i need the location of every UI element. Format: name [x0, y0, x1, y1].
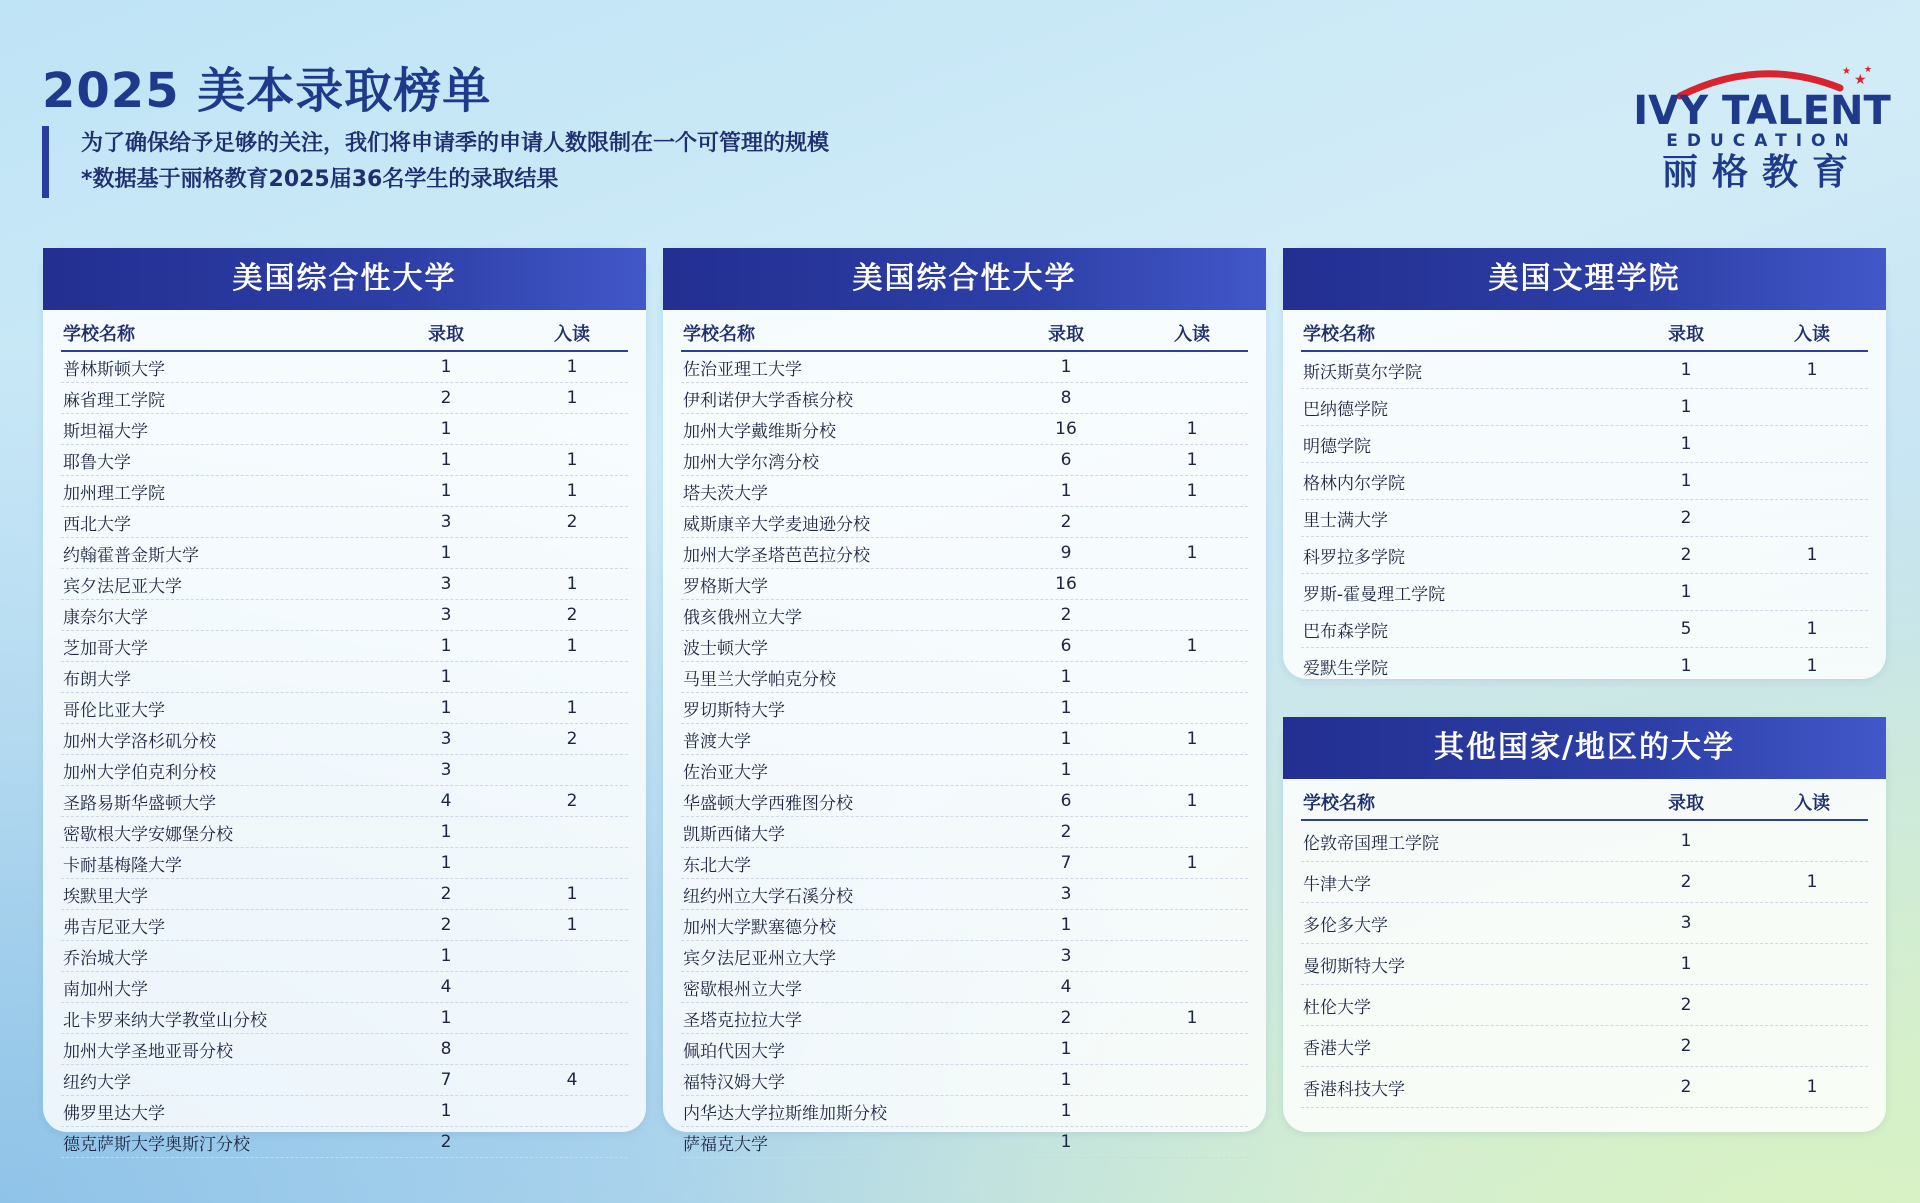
admitted-count: 1	[440, 822, 452, 842]
table-row	[681, 1096, 1248, 1127]
table-row	[681, 352, 1248, 383]
school-name: 康奈尔大学	[63, 607, 148, 628]
table-row	[681, 600, 1248, 631]
table-row	[1301, 648, 1868, 685]
admitted-count: 1	[1060, 760, 1072, 780]
table-row	[61, 1034, 628, 1065]
enrolled-count: 1	[1186, 791, 1198, 811]
table-row	[681, 910, 1248, 941]
admitted-count: 3	[440, 512, 452, 532]
table-row	[681, 879, 1248, 910]
enrolled-count: 1	[1186, 1008, 1198, 1028]
admitted-count: 2	[1060, 822, 1072, 842]
table-row	[1301, 463, 1868, 500]
school-name: 科罗拉多学院	[1303, 547, 1405, 568]
panel-title: 美国综合性大学	[43, 248, 646, 310]
school-name: 香港大学	[1303, 1038, 1371, 1059]
admitted-count: 2	[1060, 1008, 1072, 1028]
admitted-count: 1	[1060, 1132, 1072, 1152]
subtitle-line-2: *数据基于丽格教育2025届36名学生的录取结果	[81, 167, 559, 192]
school-table	[61, 316, 628, 1158]
table-row	[1301, 352, 1868, 389]
ivy-talent-logo	[1633, 62, 1891, 193]
table-row	[61, 1127, 628, 1158]
admitted-count: 1	[440, 357, 452, 377]
table-row	[681, 848, 1248, 879]
col-header-name: 学校名称	[683, 324, 755, 345]
col-header-enrolled: 入读	[1794, 324, 1830, 345]
table-row	[681, 724, 1248, 755]
admitted-count: 8	[440, 1039, 452, 1059]
table-header	[61, 316, 628, 352]
school-name: 罗格斯大学	[683, 576, 768, 597]
school-name: 纽约大学	[63, 1072, 131, 1093]
enrolled-count: 1	[1186, 450, 1198, 470]
enrolled-count: 1	[1186, 853, 1198, 873]
admitted-count: 1	[1680, 471, 1692, 491]
panel-title: 其他国家/地区的大学	[1283, 717, 1886, 779]
admitted-count: 16	[1055, 419, 1077, 439]
school-name: 牛津大学	[1303, 874, 1371, 895]
logo-text-line2: EDUCATION	[1666, 131, 1858, 151]
table-row	[681, 538, 1248, 569]
admitted-count: 1	[440, 1008, 452, 1028]
school-name: 加州大学伯克利分校	[63, 762, 216, 783]
table-row	[61, 631, 628, 662]
subtitle-line-1: 为了确保给予足够的关注，我们将申请季的申请人数限制在一个可管理的规模	[81, 131, 830, 156]
admitted-count: 1	[1680, 656, 1692, 676]
table-row	[681, 476, 1248, 507]
admitted-count: 9	[1060, 543, 1072, 563]
admitted-count: 1	[1060, 1101, 1072, 1121]
school-name: 佐治亚理工大学	[683, 359, 802, 380]
admitted-count: 3	[1680, 913, 1692, 933]
admitted-count: 4	[1060, 977, 1072, 997]
table-row	[61, 1003, 628, 1034]
table-row	[61, 383, 628, 414]
enrolled-count: 2	[566, 729, 578, 749]
table-row	[61, 693, 628, 724]
logo-star-1: ★	[1854, 72, 1867, 88]
table-row	[1301, 537, 1868, 574]
school-name: 耶鲁大学	[63, 452, 131, 473]
admitted-count: 1	[440, 946, 452, 966]
school-name: 佛罗里达大学	[63, 1103, 165, 1124]
table-header	[1301, 785, 1868, 821]
enrolled-count: 1	[566, 915, 578, 935]
school-name: 宾夕法尼亚大学	[63, 576, 182, 597]
school-name: 波士顿大学	[683, 638, 768, 659]
admitted-count: 7	[1060, 853, 1072, 873]
col-header-admitted: 录取	[1668, 793, 1704, 814]
table-row	[681, 786, 1248, 817]
school-name: 佩珀代因大学	[683, 1041, 785, 1062]
school-name: 威斯康辛大学麦迪逊分校	[683, 514, 870, 535]
table-row	[61, 941, 628, 972]
admitted-count: 3	[440, 760, 452, 780]
admitted-count: 8	[1060, 388, 1072, 408]
school-name: 爱默生学院	[1303, 658, 1388, 679]
table-row	[61, 910, 628, 941]
enrolled-count: 1	[1186, 481, 1198, 501]
admitted-count: 1	[440, 450, 452, 470]
table-row	[61, 879, 628, 910]
school-name: 斯沃斯莫尔学院	[1303, 362, 1422, 383]
admitted-count: 1	[440, 543, 452, 563]
admitted-count: 3	[1060, 946, 1072, 966]
panel-other-countries	[1283, 717, 1886, 1132]
panel-us-national-2	[663, 248, 1266, 1155]
school-name: 巴纳德学院	[1303, 399, 1388, 420]
enrolled-count: 1	[1806, 619, 1818, 639]
school-name: 南加州大学	[63, 979, 148, 1000]
school-name: 里士满大学	[1303, 510, 1388, 531]
school-name: 普渡大学	[683, 731, 751, 752]
enrolled-count: 1	[566, 388, 578, 408]
school-name: 弗吉尼亚大学	[63, 917, 165, 938]
school-name: 杜伦大学	[1303, 997, 1371, 1018]
col-header-admitted: 录取	[1668, 324, 1704, 345]
table-row	[681, 631, 1248, 662]
school-name: 东北大学	[683, 855, 751, 876]
admitted-count: 2	[1060, 605, 1072, 625]
school-name: 福特汉姆大学	[683, 1072, 785, 1093]
school-name: 乔治城大学	[63, 948, 148, 969]
school-name: 多伦多大学	[1303, 915, 1388, 936]
admitted-count: 1	[1060, 1070, 1072, 1090]
table-row	[681, 1003, 1248, 1034]
admitted-count: 1	[1060, 667, 1072, 687]
table-row	[1301, 389, 1868, 426]
admitted-count: 6	[1060, 636, 1072, 656]
admitted-count: 2	[1060, 512, 1072, 532]
admitted-count: 2	[440, 915, 452, 935]
table-row	[1301, 903, 1868, 944]
table-row	[1301, 944, 1868, 985]
enrolled-count: 1	[566, 481, 578, 501]
enrolled-count: 1	[1806, 872, 1818, 892]
school-name: 约翰霍普金斯大学	[63, 545, 199, 566]
enrolled-count: 2	[566, 605, 578, 625]
school-name: 圣路易斯华盛顿大学	[63, 793, 216, 814]
school-name: 加州大学洛杉矶分校	[63, 731, 216, 752]
school-name: 西北大学	[63, 514, 131, 535]
table-row	[1301, 985, 1868, 1026]
col-header-admitted: 录取	[428, 324, 464, 345]
school-name: 密歇根州立大学	[683, 979, 802, 1000]
admitted-count: 2	[1680, 545, 1692, 565]
school-name: 伦敦帝国理工学院	[1303, 833, 1439, 854]
school-name: 普林斯顿大学	[63, 359, 165, 380]
table-row	[61, 755, 628, 786]
admitted-count: 2	[1680, 995, 1692, 1015]
table-row	[61, 569, 628, 600]
enrolled-count: 2	[566, 512, 578, 532]
admitted-count: 1	[440, 481, 452, 501]
admitted-count: 1	[440, 419, 452, 439]
school-name: 罗斯-霍曼理工学院	[1303, 584, 1446, 605]
table-row	[61, 1065, 628, 1096]
admitted-count: 1	[1060, 481, 1072, 501]
col-header-admitted: 录取	[1048, 324, 1084, 345]
enrolled-count: 1	[1186, 543, 1198, 563]
school-name: 圣塔克拉拉大学	[683, 1010, 802, 1031]
enrolled-count: 1	[1806, 360, 1818, 380]
admitted-count: 1	[1680, 397, 1692, 417]
admitted-count: 3	[440, 574, 452, 594]
school-name: 明德学院	[1303, 436, 1371, 457]
enrolled-count: 1	[566, 357, 578, 377]
admitted-count: 1	[440, 636, 452, 656]
enrolled-count: 1	[1806, 656, 1818, 676]
school-name: 凯斯西储大学	[683, 824, 785, 845]
admitted-count: 1	[440, 853, 452, 873]
table-row	[61, 817, 628, 848]
enrolled-count: 1	[1806, 545, 1818, 565]
admitted-count: 1	[1680, 582, 1692, 602]
school-name: 格林内尔学院	[1303, 473, 1405, 494]
admitted-count: 6	[1060, 791, 1072, 811]
school-name: 加州大学圣塔芭芭拉分校	[683, 545, 870, 566]
table-row	[61, 848, 628, 879]
admitted-count: 4	[440, 977, 452, 997]
page-title: 2025 美本录取榜单	[42, 63, 492, 119]
enrolled-count: 1	[1186, 636, 1198, 656]
school-name: 麻省理工学院	[63, 390, 165, 411]
table-row	[61, 352, 628, 383]
admitted-count: 16	[1055, 574, 1077, 594]
admitted-count: 1	[1060, 729, 1072, 749]
col-header-name: 学校名称	[1303, 324, 1375, 345]
enrolled-count: 1	[566, 698, 578, 718]
admitted-count: 2	[1680, 872, 1692, 892]
enrolled-count: 2	[566, 791, 578, 811]
table-header	[1301, 316, 1868, 352]
school-name: 加州理工学院	[63, 483, 165, 504]
school-table	[681, 316, 1248, 1158]
panel-us-liberal-arts	[1283, 248, 1886, 679]
table-row	[1301, 426, 1868, 463]
table-row	[1301, 821, 1868, 862]
admitted-count: 2	[1680, 508, 1692, 528]
school-name: 加州大学戴维斯分校	[683, 421, 836, 442]
admitted-count: 7	[440, 1070, 452, 1090]
admitted-count: 1	[1680, 434, 1692, 454]
school-name: 佐治亚大学	[683, 762, 768, 783]
table-row	[61, 507, 628, 538]
logo-text-line1: IVY TALENT	[1633, 88, 1891, 134]
table-row	[681, 817, 1248, 848]
admitted-count: 1	[1680, 831, 1692, 851]
table-row	[1301, 862, 1868, 903]
table-row	[681, 383, 1248, 414]
school-name: 哥伦比亚大学	[63, 700, 165, 721]
table-row	[681, 445, 1248, 476]
school-name: 埃默里大学	[63, 886, 148, 907]
school-name: 华盛顿大学西雅图分校	[683, 793, 853, 814]
admitted-count: 1	[1060, 698, 1072, 718]
table-row	[681, 507, 1248, 538]
admitted-count: 5	[1680, 619, 1692, 639]
school-name: 罗切斯特大学	[683, 700, 785, 721]
school-name: 卡耐基梅隆大学	[63, 855, 182, 876]
col-header-name: 学校名称	[63, 324, 135, 345]
school-table	[1301, 316, 1868, 685]
enrolled-count: 1	[566, 450, 578, 470]
admitted-count: 2	[440, 1132, 452, 1152]
school-name: 宾夕法尼亚州立大学	[683, 948, 836, 969]
table-row	[61, 724, 628, 755]
table-row	[61, 972, 628, 1003]
logo-star-2: ★	[1842, 66, 1851, 77]
table-row	[1301, 1026, 1868, 1067]
table-row	[61, 662, 628, 693]
school-name: 马里兰大学帕克分校	[683, 669, 836, 690]
school-name: 斯坦福大学	[63, 421, 148, 442]
admitted-count: 2	[440, 388, 452, 408]
admitted-count: 1	[1060, 915, 1072, 935]
enrolled-count: 4	[566, 1070, 578, 1090]
table-row	[1301, 1067, 1868, 1108]
table-row	[681, 569, 1248, 600]
school-name: 萨福克大学	[683, 1134, 768, 1155]
table-row	[681, 414, 1248, 445]
col-header-enrolled: 入读	[1794, 793, 1830, 814]
school-name: 俄亥俄州立大学	[683, 607, 802, 628]
panel-us-national-1	[43, 248, 646, 1155]
table-row	[61, 786, 628, 817]
table-row	[1301, 500, 1868, 537]
table-row	[681, 1065, 1248, 1096]
table-row	[681, 941, 1248, 972]
admitted-count: 1	[440, 1101, 452, 1121]
school-name: 内华达大学拉斯维加斯分校	[683, 1103, 887, 1124]
admitted-count: 1	[440, 667, 452, 687]
enrolled-count: 1	[1186, 419, 1198, 439]
school-name: 芝加哥大学	[63, 638, 148, 659]
school-name: 北卡罗来纳大学教堂山分校	[63, 1010, 267, 1031]
col-header-enrolled: 入读	[1174, 324, 1210, 345]
table-row	[681, 693, 1248, 724]
school-name: 纽约州立大学石溪分校	[683, 886, 853, 907]
admitted-count: 3	[1060, 884, 1072, 904]
school-name: 加州大学圣地亚哥分校	[63, 1041, 233, 1062]
table-row	[61, 476, 628, 507]
table-row	[681, 1034, 1248, 1065]
admitted-count: 1	[440, 698, 452, 718]
admitted-count: 2	[1680, 1036, 1692, 1056]
table-row	[61, 1096, 628, 1127]
panel-title: 美国文理学院	[1283, 248, 1886, 310]
school-name: 塔夫茨大学	[683, 483, 768, 504]
table-row	[61, 600, 628, 631]
admitted-count: 2	[440, 884, 452, 904]
admitted-count: 1	[1680, 360, 1692, 380]
school-table	[1301, 785, 1868, 1108]
table-row	[61, 445, 628, 476]
table-row	[1301, 611, 1868, 648]
admitted-count: 1	[1060, 1039, 1072, 1059]
admitted-count: 4	[440, 791, 452, 811]
admitted-count: 1	[1680, 954, 1692, 974]
table-row	[681, 662, 1248, 693]
admitted-count: 3	[440, 605, 452, 625]
table-row	[61, 538, 628, 569]
admitted-count: 2	[1680, 1077, 1692, 1097]
enrolled-count: 1	[566, 636, 578, 656]
school-name: 曼彻斯特大学	[1303, 956, 1405, 977]
panel-title: 美国综合性大学	[663, 248, 1266, 310]
logo-text-line3: 丽格教育	[1661, 152, 1863, 193]
logo-star-3: ★	[1864, 65, 1873, 75]
school-name: 香港科技大学	[1303, 1079, 1405, 1100]
admitted-count: 3	[440, 729, 452, 749]
admitted-count: 1	[1060, 357, 1072, 377]
enrolled-count: 1	[566, 884, 578, 904]
enrolled-count: 1	[1186, 729, 1198, 749]
school-name: 加州大学尔湾分校	[683, 452, 819, 473]
school-name: 布朗大学	[63, 669, 131, 690]
col-header-enrolled: 入读	[554, 324, 590, 345]
col-header-name: 学校名称	[1303, 793, 1375, 814]
school-name: 加州大学默塞德分校	[683, 917, 836, 938]
school-name: 密歇根大学安娜堡分校	[63, 824, 233, 845]
table-row	[1301, 574, 1868, 611]
enrolled-count: 1	[1806, 1077, 1818, 1097]
table-row	[61, 414, 628, 445]
school-name: 伊利诺伊大学香槟分校	[683, 390, 853, 411]
school-name: 德克萨斯大学奥斯汀分校	[63, 1134, 250, 1155]
school-name: 巴布森学院	[1303, 621, 1388, 642]
table-row	[681, 1127, 1248, 1158]
subtitle-block	[42, 126, 829, 198]
admitted-count: 6	[1060, 450, 1072, 470]
table-header	[681, 316, 1248, 352]
enrolled-count: 1	[566, 574, 578, 594]
table-row	[681, 972, 1248, 1003]
table-row	[681, 755, 1248, 786]
